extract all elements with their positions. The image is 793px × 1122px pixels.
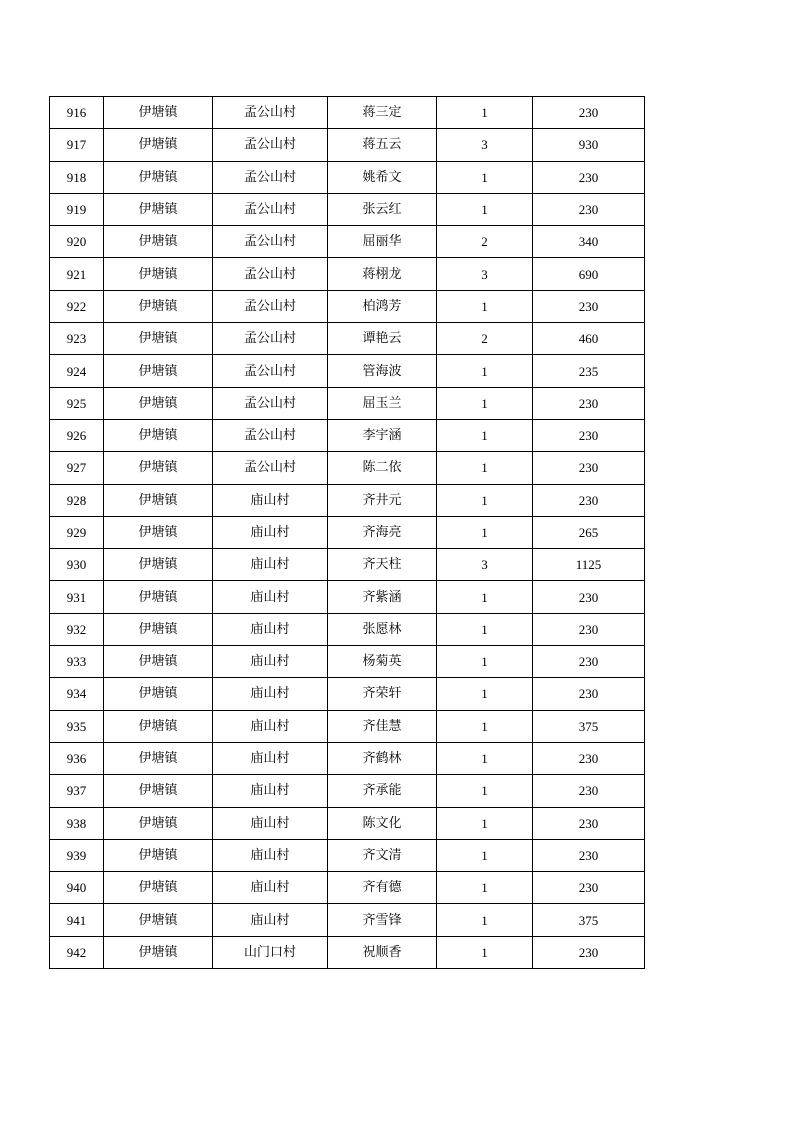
cell-village: 孟公山村 bbox=[213, 323, 328, 355]
cell-count: 1 bbox=[437, 904, 533, 936]
cell-count: 1 bbox=[437, 678, 533, 710]
cell-village: 庙山村 bbox=[213, 549, 328, 581]
cell-village: 庙山村 bbox=[213, 872, 328, 904]
cell-town: 伊塘镇 bbox=[104, 161, 213, 193]
cell-village: 庙山村 bbox=[213, 646, 328, 678]
cell-row-number: 916 bbox=[50, 97, 104, 129]
cell-village: 庙山村 bbox=[213, 581, 328, 613]
cell-village: 庙山村 bbox=[213, 807, 328, 839]
cell-town: 伊塘镇 bbox=[104, 355, 213, 387]
cell-amount: 1125 bbox=[533, 549, 645, 581]
cell-amount: 230 bbox=[533, 97, 645, 129]
cell-row-number: 928 bbox=[50, 484, 104, 516]
cell-person-name: 齐紫涵 bbox=[328, 581, 437, 613]
cell-person-name: 齐佳慧 bbox=[328, 710, 437, 742]
cell-village: 孟公山村 bbox=[213, 226, 328, 258]
cell-village: 庙山村 bbox=[213, 484, 328, 516]
cell-village: 庙山村 bbox=[213, 613, 328, 645]
cell-person-name: 祝顺香 bbox=[328, 936, 437, 968]
table-row bbox=[50, 742, 645, 774]
cell-count: 3 bbox=[437, 129, 533, 161]
cell-row-number: 917 bbox=[50, 129, 104, 161]
cell-village: 孟公山村 bbox=[213, 129, 328, 161]
cell-count: 1 bbox=[437, 161, 533, 193]
cell-town: 伊塘镇 bbox=[104, 710, 213, 742]
cell-row-number: 921 bbox=[50, 258, 104, 290]
cell-town: 伊塘镇 bbox=[104, 742, 213, 774]
cell-person-name: 屈丽华 bbox=[328, 226, 437, 258]
table-row bbox=[50, 581, 645, 613]
cell-amount: 230 bbox=[533, 290, 645, 322]
table-body bbox=[50, 97, 645, 969]
cell-town: 伊塘镇 bbox=[104, 839, 213, 871]
table-row bbox=[50, 646, 645, 678]
cell-person-name: 谭艳云 bbox=[328, 323, 437, 355]
cell-person-name: 齐鹤林 bbox=[328, 742, 437, 774]
cell-count: 1 bbox=[437, 452, 533, 484]
cell-count: 1 bbox=[437, 193, 533, 225]
cell-village: 孟公山村 bbox=[213, 355, 328, 387]
table-row bbox=[50, 807, 645, 839]
cell-row-number: 923 bbox=[50, 323, 104, 355]
cell-village: 山门口村 bbox=[213, 936, 328, 968]
cell-person-name: 齐承能 bbox=[328, 775, 437, 807]
cell-person-name: 蒋三定 bbox=[328, 97, 437, 129]
cell-town: 伊塘镇 bbox=[104, 323, 213, 355]
cell-amount: 230 bbox=[533, 613, 645, 645]
cell-person-name: 李宇涵 bbox=[328, 419, 437, 451]
cell-amount: 375 bbox=[533, 904, 645, 936]
cell-amount: 230 bbox=[533, 936, 645, 968]
cell-town: 伊塘镇 bbox=[104, 193, 213, 225]
cell-person-name: 齐雪锋 bbox=[328, 904, 437, 936]
cell-person-name: 齐有德 bbox=[328, 872, 437, 904]
cell-person-name: 张云红 bbox=[328, 193, 437, 225]
cell-count: 1 bbox=[437, 387, 533, 419]
cell-amount: 230 bbox=[533, 419, 645, 451]
cell-count: 1 bbox=[437, 807, 533, 839]
cell-person-name: 陈文化 bbox=[328, 807, 437, 839]
cell-town: 伊塘镇 bbox=[104, 936, 213, 968]
cell-count: 3 bbox=[437, 549, 533, 581]
cell-row-number: 935 bbox=[50, 710, 104, 742]
cell-town: 伊塘镇 bbox=[104, 419, 213, 451]
cell-town: 伊塘镇 bbox=[104, 387, 213, 419]
cell-town: 伊塘镇 bbox=[104, 904, 213, 936]
table-row bbox=[50, 516, 645, 548]
cell-count: 1 bbox=[437, 872, 533, 904]
table-row bbox=[50, 226, 645, 258]
table-row bbox=[50, 193, 645, 225]
cell-count: 2 bbox=[437, 226, 533, 258]
cell-village: 孟公山村 bbox=[213, 193, 328, 225]
cell-row-number: 940 bbox=[50, 872, 104, 904]
cell-town: 伊塘镇 bbox=[104, 129, 213, 161]
cell-count: 1 bbox=[437, 646, 533, 678]
cell-person-name: 陈二依 bbox=[328, 452, 437, 484]
cell-village: 孟公山村 bbox=[213, 290, 328, 322]
cell-row-number: 939 bbox=[50, 839, 104, 871]
cell-count: 1 bbox=[437, 97, 533, 129]
cell-count: 1 bbox=[437, 419, 533, 451]
cell-amount: 460 bbox=[533, 323, 645, 355]
cell-row-number: 937 bbox=[50, 775, 104, 807]
cell-amount: 230 bbox=[533, 775, 645, 807]
data-table bbox=[49, 96, 645, 969]
cell-row-number: 941 bbox=[50, 904, 104, 936]
cell-person-name: 张愿林 bbox=[328, 613, 437, 645]
cell-amount: 230 bbox=[533, 646, 645, 678]
cell-village: 庙山村 bbox=[213, 710, 328, 742]
cell-person-name: 柏鸿芳 bbox=[328, 290, 437, 322]
cell-row-number: 927 bbox=[50, 452, 104, 484]
cell-count: 1 bbox=[437, 355, 533, 387]
cell-town: 伊塘镇 bbox=[104, 613, 213, 645]
table-row bbox=[50, 290, 645, 322]
cell-village: 孟公山村 bbox=[213, 452, 328, 484]
cell-amount: 230 bbox=[533, 387, 645, 419]
table-row bbox=[50, 355, 645, 387]
cell-row-number: 932 bbox=[50, 613, 104, 645]
cell-count: 1 bbox=[437, 516, 533, 548]
cell-row-number: 926 bbox=[50, 419, 104, 451]
table-row bbox=[50, 323, 645, 355]
cell-person-name: 齐海亮 bbox=[328, 516, 437, 548]
cell-row-number: 918 bbox=[50, 161, 104, 193]
table-row bbox=[50, 452, 645, 484]
cell-count: 1 bbox=[437, 839, 533, 871]
table-row bbox=[50, 129, 645, 161]
cell-amount: 230 bbox=[533, 581, 645, 613]
cell-count: 1 bbox=[437, 936, 533, 968]
table-row bbox=[50, 904, 645, 936]
cell-amount: 230 bbox=[533, 839, 645, 871]
table-row bbox=[50, 387, 645, 419]
cell-village: 孟公山村 bbox=[213, 419, 328, 451]
cell-village: 庙山村 bbox=[213, 678, 328, 710]
cell-town: 伊塘镇 bbox=[104, 452, 213, 484]
cell-person-name: 蒋五云 bbox=[328, 129, 437, 161]
cell-row-number: 933 bbox=[50, 646, 104, 678]
cell-row-number: 930 bbox=[50, 549, 104, 581]
cell-village: 孟公山村 bbox=[213, 258, 328, 290]
table-row bbox=[50, 613, 645, 645]
cell-row-number: 938 bbox=[50, 807, 104, 839]
cell-row-number: 934 bbox=[50, 678, 104, 710]
cell-count: 1 bbox=[437, 613, 533, 645]
cell-person-name: 齐荣轩 bbox=[328, 678, 437, 710]
cell-count: 3 bbox=[437, 258, 533, 290]
cell-amount: 230 bbox=[533, 807, 645, 839]
cell-count: 1 bbox=[437, 290, 533, 322]
table-row bbox=[50, 419, 645, 451]
table-row bbox=[50, 936, 645, 968]
cell-row-number: 942 bbox=[50, 936, 104, 968]
cell-village: 孟公山村 bbox=[213, 161, 328, 193]
cell-row-number: 919 bbox=[50, 193, 104, 225]
cell-town: 伊塘镇 bbox=[104, 226, 213, 258]
cell-amount: 690 bbox=[533, 258, 645, 290]
cell-count: 1 bbox=[437, 710, 533, 742]
cell-count: 1 bbox=[437, 484, 533, 516]
cell-town: 伊塘镇 bbox=[104, 807, 213, 839]
cell-row-number: 922 bbox=[50, 290, 104, 322]
table-row bbox=[50, 484, 645, 516]
cell-amount: 230 bbox=[533, 742, 645, 774]
cell-village: 庙山村 bbox=[213, 516, 328, 548]
cell-person-name: 屈玉兰 bbox=[328, 387, 437, 419]
cell-amount: 230 bbox=[533, 872, 645, 904]
cell-village: 庙山村 bbox=[213, 775, 328, 807]
cell-village: 庙山村 bbox=[213, 904, 328, 936]
cell-person-name: 杨菊英 bbox=[328, 646, 437, 678]
cell-amount: 230 bbox=[533, 452, 645, 484]
cell-row-number: 925 bbox=[50, 387, 104, 419]
cell-town: 伊塘镇 bbox=[104, 484, 213, 516]
cell-town: 伊塘镇 bbox=[104, 516, 213, 548]
cell-village: 孟公山村 bbox=[213, 387, 328, 419]
table-row bbox=[50, 549, 645, 581]
cell-person-name: 姚希文 bbox=[328, 161, 437, 193]
cell-count: 2 bbox=[437, 323, 533, 355]
cell-amount: 375 bbox=[533, 710, 645, 742]
cell-village: 孟公山村 bbox=[213, 97, 328, 129]
cell-amount: 340 bbox=[533, 226, 645, 258]
cell-count: 1 bbox=[437, 742, 533, 774]
cell-row-number: 920 bbox=[50, 226, 104, 258]
cell-person-name: 齐井元 bbox=[328, 484, 437, 516]
table-row bbox=[50, 258, 645, 290]
cell-row-number: 931 bbox=[50, 581, 104, 613]
table-row bbox=[50, 839, 645, 871]
cell-town: 伊塘镇 bbox=[104, 646, 213, 678]
cell-person-name: 齐天柱 bbox=[328, 549, 437, 581]
cell-person-name: 管海波 bbox=[328, 355, 437, 387]
cell-count: 1 bbox=[437, 581, 533, 613]
cell-town: 伊塘镇 bbox=[104, 775, 213, 807]
cell-town: 伊塘镇 bbox=[104, 549, 213, 581]
cell-town: 伊塘镇 bbox=[104, 290, 213, 322]
table-row bbox=[50, 775, 645, 807]
cell-town: 伊塘镇 bbox=[104, 581, 213, 613]
cell-count: 1 bbox=[437, 775, 533, 807]
cell-town: 伊塘镇 bbox=[104, 97, 213, 129]
table-row bbox=[50, 678, 645, 710]
cell-amount: 235 bbox=[533, 355, 645, 387]
cell-person-name: 齐文清 bbox=[328, 839, 437, 871]
cell-row-number: 924 bbox=[50, 355, 104, 387]
cell-amount: 265 bbox=[533, 516, 645, 548]
cell-amount: 230 bbox=[533, 484, 645, 516]
cell-person-name: 蒋栩龙 bbox=[328, 258, 437, 290]
cell-amount: 930 bbox=[533, 129, 645, 161]
cell-town: 伊塘镇 bbox=[104, 678, 213, 710]
table-row bbox=[50, 710, 645, 742]
cell-amount: 230 bbox=[533, 161, 645, 193]
cell-row-number: 929 bbox=[50, 516, 104, 548]
cell-town: 伊塘镇 bbox=[104, 872, 213, 904]
table-row bbox=[50, 161, 645, 193]
table-row bbox=[50, 872, 645, 904]
cell-town: 伊塘镇 bbox=[104, 258, 213, 290]
cell-village: 庙山村 bbox=[213, 839, 328, 871]
table-row bbox=[50, 97, 645, 129]
cell-amount: 230 bbox=[533, 193, 645, 225]
cell-amount: 230 bbox=[533, 678, 645, 710]
cell-village: 庙山村 bbox=[213, 742, 328, 774]
cell-row-number: 936 bbox=[50, 742, 104, 774]
